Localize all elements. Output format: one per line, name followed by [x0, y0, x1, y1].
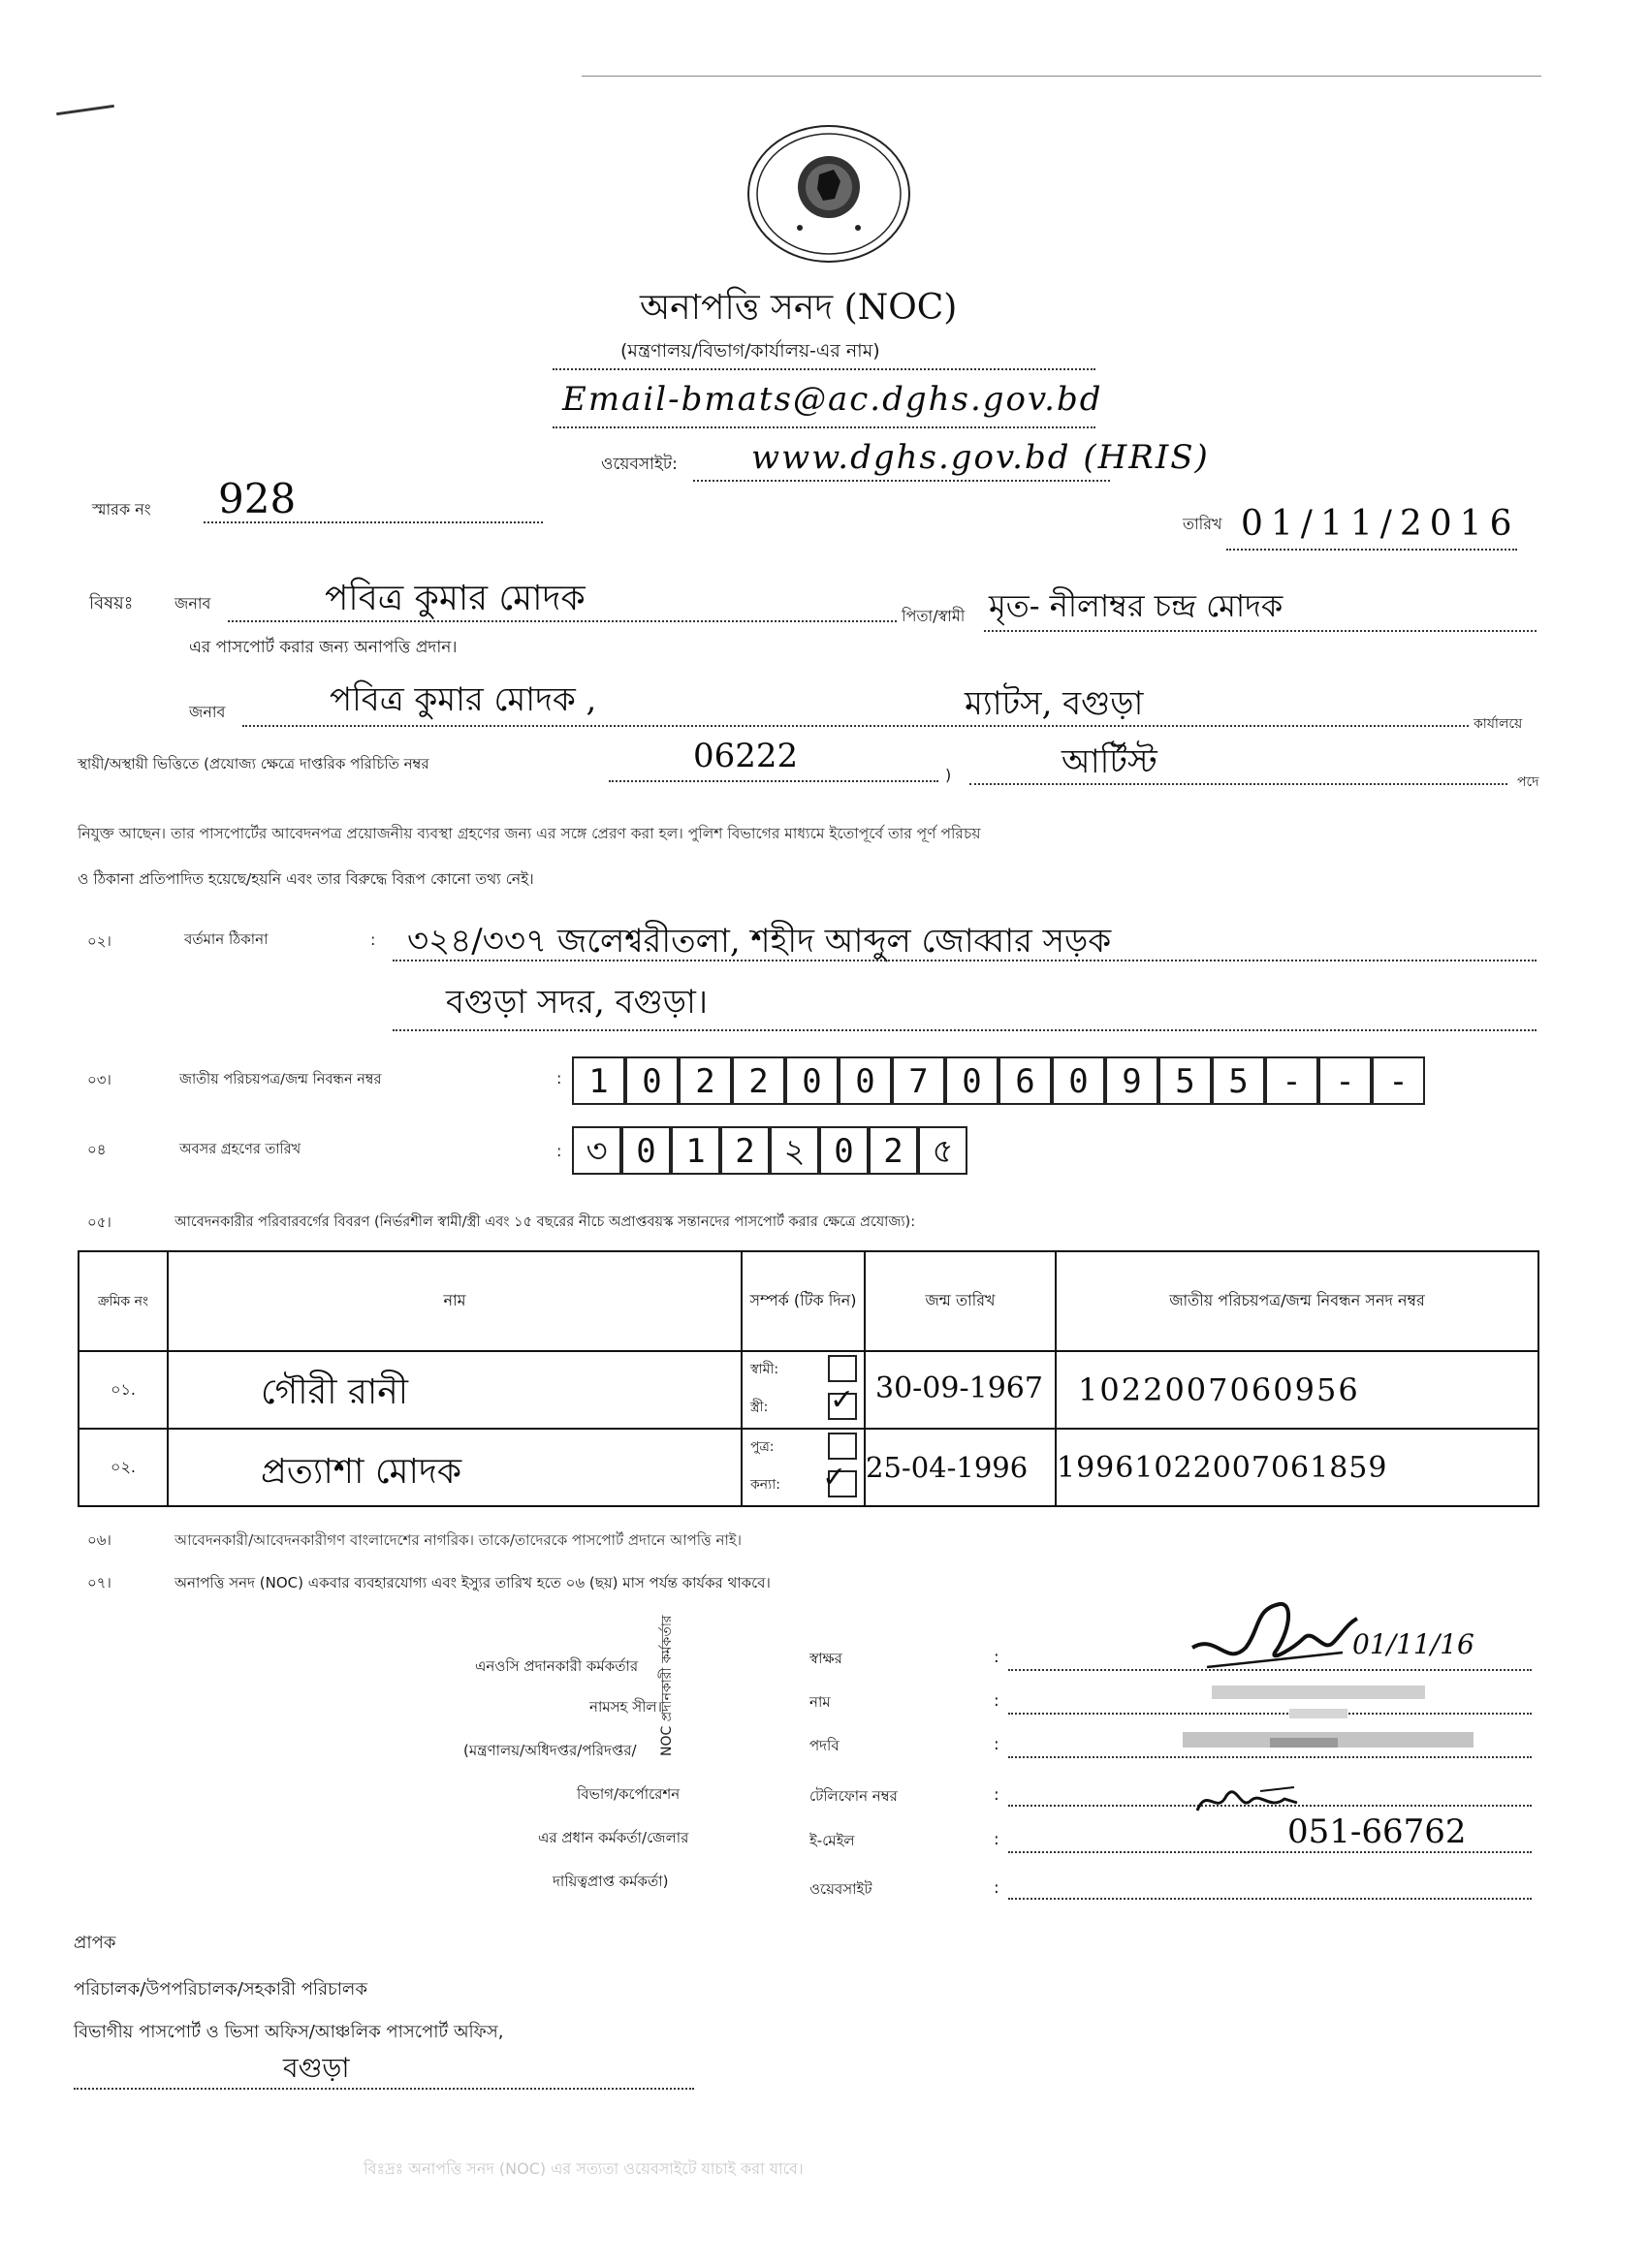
row2-tick-mark: ✓: [822, 1461, 847, 1495]
field-designation-label: পদবি: [809, 1737, 840, 1754]
item06-number: ০৬।: [87, 1531, 111, 1549]
item05-number: ০৫।: [87, 1213, 111, 1231]
row1-tick-mark: ✓: [830, 1383, 855, 1417]
row2-option1-label: পুত্র:: [750, 1439, 775, 1455]
table-row: [79, 1429, 1538, 1506]
item03-colon: :: [556, 1069, 562, 1087]
website-value: www.dghs.gov.bd (HRIS): [751, 438, 1210, 477]
header-dob: জন্ম তারিখ: [865, 1251, 1056, 1351]
item04-number: ০৪: [87, 1141, 107, 1158]
recipient-dotted-line: [74, 2088, 694, 2090]
retirement-date-digit-box: ২: [770, 1126, 819, 1175]
nid-digit-box: 0: [839, 1056, 892, 1105]
top-left-mark: [56, 105, 114, 115]
nid-digit-box: 6: [998, 1056, 1052, 1105]
email-dotted-line: [553, 426, 1095, 428]
officer-left-line-4: বিভাগ/কর্পোরেশন: [577, 1785, 681, 1803]
recipient-city: বগুড়া: [283, 2052, 350, 2084]
row1-option2-label: স্ত্রী:: [750, 1400, 769, 1415]
nid-digit-box: 0: [945, 1056, 998, 1105]
officer-left-line-3: (মন্ত্রণালয়/অধিদপ্তর/পরিদপ্তর/: [463, 1742, 637, 1759]
nid-digit-box: -: [1372, 1056, 1425, 1105]
body-paragraph-1: নিযুক্ত আছেন। তার পাসপোর্টের আবেদনপত্র প্রয়োজনীয় ব্যবস্থা গ্রহণের জন্য এর সঙ্গে প্রেরণ করা হল। পুলিশ বিভাগের মাধ্যমে ইতোপূর্বে তার পূর্ণ পরিচয়: [78, 825, 981, 842]
field-signature-label: স্বাক্ষর: [809, 1650, 842, 1667]
row1-dob: 30-09-1967: [875, 1371, 1043, 1405]
retirement-date-digit-box: ৫: [918, 1126, 967, 1175]
colon-6: :: [994, 1878, 999, 1898]
colon-1: :: [994, 1648, 999, 1667]
row2-nid: 19961022007061859: [1057, 1451, 1388, 1485]
date-label: তারিখ: [1183, 515, 1222, 533]
body-name-dotted-line: [242, 725, 1469, 727]
retirement-date-digit-box: 2: [869, 1126, 918, 1175]
colon-2: :: [994, 1691, 999, 1711]
retirement-date-digit-box: 2: [720, 1126, 770, 1175]
item04-label: অবসর গ্রহণের তারিখ: [179, 1142, 301, 1157]
subtitle-dotted-line: [553, 368, 1095, 370]
row1-nid: 1022007060956: [1078, 1371, 1360, 1408]
retirement-date-digit-box: ৩: [572, 1126, 621, 1175]
nid-digit-box: 1: [572, 1056, 625, 1105]
colon-5: :: [994, 1830, 999, 1849]
post-dotted-line: [969, 783, 1507, 785]
item02-label: বর্তমান ঠিকানা: [184, 930, 269, 948]
header-nid: জাতীয় পরিচয়পত্র/জন্ম নিবন্ধন সনদ নম্বর: [1056, 1251, 1538, 1351]
email-field-dotted-line: [1008, 1851, 1532, 1853]
header-serial: ক্রমিক নং: [79, 1251, 168, 1351]
phone-scribble: [1192, 1781, 1299, 1820]
father-label: পিতা/স্বামী: [902, 607, 966, 625]
address-line-2: বগুড়া সদর, বগুড়া।: [446, 983, 709, 1022]
subject-line2: এর পাসপোর্ট করার জন্য অনাপত্তি প্রদান।: [189, 638, 458, 657]
family-table-header-row: [79, 1251, 1538, 1351]
address-dotted-line-1: [393, 960, 1537, 961]
colon-3: :: [994, 1735, 999, 1754]
website-label: ওয়েবসাইট:: [601, 455, 678, 474]
subject-janab-label: জনাব: [174, 594, 211, 613]
nid-digit-box: 5: [1212, 1056, 1265, 1105]
address-dotted-line-2: [393, 1029, 1537, 1031]
nid-digit-box: 2: [679, 1056, 732, 1105]
item07-text: অনাপত্তি সনদ (NOC) একবার ব্যবহারযোগ্য এবং ইস্যুর তারিখ হতে ০৬ (ছয়) মাস পর্যন্ত কার্যকর থাকবে।: [174, 1574, 771, 1591]
field-email-label: ই-মেইল: [809, 1832, 855, 1849]
signature-date: 01/11/16: [1352, 1628, 1474, 1660]
nid-digit-box: -: [1318, 1056, 1372, 1105]
nid-digit-box: 9: [1105, 1056, 1158, 1105]
body-paragraph-2: ও ঠিকানা প্রতিপাদিত হয়েছে/হয়নি এবং তার বিরুদ্ধে বিরূপ কোনো তথ্য নেই।: [78, 870, 534, 888]
officer-stamp: [1154, 1682, 1522, 1769]
item04-colon: :: [556, 1142, 562, 1160]
row1-serial: ০১.: [111, 1379, 136, 1399]
memo-ref-label: স্মারক নং: [92, 500, 151, 519]
top-edge-line: [582, 76, 1541, 77]
body-office: ম্যাটস, বগুড়া: [965, 684, 1144, 723]
memo-ref-dotted-line: [204, 521, 543, 523]
row1-option1-label: স্বামী:: [750, 1362, 779, 1377]
item07-number: ০৭।: [87, 1574, 111, 1591]
row2-option1-checkbox: [828, 1433, 857, 1460]
date-dotted-line: [1226, 549, 1517, 551]
item02-colon: :: [370, 930, 376, 949]
item02-number: ০২।: [87, 932, 111, 950]
post-label: পদে: [1517, 774, 1539, 790]
nid-digit-box: 7: [892, 1056, 945, 1105]
nid-digit-box: 2: [732, 1056, 785, 1105]
office-label: কার্যালয়ে: [1474, 716, 1523, 732]
subject-name: পবিত্র কুমার মোদক: [325, 579, 586, 618]
officer-left-line-5: এর প্রধান কর্মকর্তা/জেলার: [538, 1829, 689, 1846]
item06-text: আবেদনকারী/আবেদনকারীগণ বাংলাদেশের নাগরিক। তাকে/তাদেরকে পাসপোর্ট প্রদানে আপত্তি নাই।: [174, 1531, 743, 1549]
body-janab-label: জনাব: [189, 703, 226, 721]
row2-dob: 25-04-1996: [866, 1451, 1029, 1484]
email-value: Email-bmats@ac.dghs.gov.bd: [562, 380, 1103, 419]
retirement-date-digit-box: 1: [671, 1126, 720, 1175]
document-title: অনাপত্তি সনদ (NOC): [640, 288, 958, 328]
father-name: মৃত- নীলাম্বর চন্দ্র মোদক: [989, 587, 1284, 624]
row2-name: প্রত্যাশা মোদক: [261, 1452, 462, 1492]
subject-name-dotted-line: [228, 620, 897, 622]
recipient-line-1: পরিচালক/উপপরিচালক/সহকারী পরিচালক: [74, 1979, 367, 2000]
post-value: আর্টিস্ট: [1062, 742, 1157, 781]
noc-document: অনাপত্তি সনদ (NOC) (মন্ত্রণালয়/বিভাগ/কার্যালয়-এর নাম) Email-bmats@ac.dghs.gov.bd ওয়েবসাইট: www.dghs.gov.bd (HRIS) স্মারক নং 928 তারিখ 01/11/2016 বিষয়ঃ জনাব পবিত্র কুমার মোদক পিতা/স্বামী মৃত- নীলাম্বর চন্দ্র মোদক এর পাসপোর্ট করার জন্য অনাপত্তি প্রদান। জনাব পবিত্র কুমার মোদক , ম্যাটস, বগুড়া কার্যালয়ে স্থায়ী/অস্থায়ী ভিত্তিতে (প্রযোজ্য ক্ষেত্রে দাপ্তরিক পরিচিতি নম্বর 06222 ) আর্টিস্ট পদে নিযুক্ত আছেন। তার পাসপোর্টের আবেদনপত্র প্রয়োজনীয় ব্যবস্থা গ্রহণের জন্য এর সঙ্গে প্রেরণ করা হল। পুলিশ বিভাগের মাধ্যমে ইতোপূর্বে তার পূর্ণ পরিচয় ও ঠিকানা প্রতিপাদিত হয়েছে/হয়নি এবং তার বিরুদ্ধে বিরূপ কোনো তথ্য নেই। ০২। বর্তমান ঠিকানা : ৩২৪/৩৩৭ জলেশ্বরীতলা, শহীদ আব্দুল জোব্বার সড়ক বগুড়া সদর, বগুড়া। ০৩। জাতীয় পরিচয়পত্র/জন্ম নিবন্ধন নম্বর : 1 0 2 2 0 0 7 0 6 0 9 5 5 - - - ০৪ অবসর গ্রহণের তারিখ : ৩ 0 1 2 ২ 0 2 ৫ ০৫। আবেদনকারীর পরিবারবর্গের বিবরণ (নির্ভরশীল স্বামী/স্ত্রী এবং ১৫ বছরের নীচে অপ্রাপ্তবয়স্ক সন্তানদের পাসপোর্ট করার ক্ষেত্রে প্রযোজ্য): ক্রমিক নং নাম সম্পর্ক (টিক দিন) জন্ম তারিখ জাতীয় পরিচয়পত্র/জন্ম নিবন্ধন সনদ নম্বর ০১. গৌরী রানী স্বামী: স্ত্রী: ✓ 30-09-1967 1022007060956 ০২. প্রত্যাশা মোদক পুত্র: কন্যা: ✓ 25-04-1996 19961022007061859 ০৬। আবেদনকারী/আবেদনকারীগণ বাংলাদেশের নাগরিক। তাকে/তাদেরকে পাসপোর্ট প্রদানে আপত্তি নাই। ০৭। অনাপত্তি সনদ (NOC) একবার ব্যবহারযোগ্য এবং ইস্যুর তারিখ হতে ০৬ (ছয়) মাস পর্যন্ত কার্যকর থাকবে। এনওসি প্রদানকারী কর্মকর্তার নামসহ সীল। (মন্ত্রণালয়/অধিদপ্তর/পরিদপ্তর/ বিভাগ/কর্পোরেশন এর প্রধান কর্মকর্তা/জেলার দায়িত্বপ্রাপ্ত কর্মকর্তা) NOC প্রদানকারী কর্মকর্তার স্বাক্ষর নাম পদবি টেলিফোন নম্বর ই-মেইল ওয়েবসাইট : : : : : : 01/11/16 051-66762 প্রাপক পরিচালক/উপপরিচালক/সহকারী পরিচালক বিভাগীয় পাসপোর্ট ও ভিসা অফিস/আঞ্চলিক পাসপোর্ট অফিস, বগুড়া বিঃদ্রঃ অনাপত্তি সনদ (NOC) এর সত্যতা ওয়েবসাইটে যাচাই করা যাবে।: [0, 0, 1648, 2268]
website-field-dotted-line: [1008, 1898, 1532, 1900]
officer-left-line-2: নামসহ সীল।: [589, 1698, 662, 1716]
nid-digit-box: 0: [625, 1056, 679, 1105]
item03-number: ০৩।: [87, 1071, 111, 1088]
nid-digit-box: 0: [785, 1056, 839, 1105]
field-website-label: ওয়েবসাইট: [809, 1880, 872, 1898]
row1-name: গৌরী রানী: [261, 1372, 409, 1412]
memo-ref-value: 928: [218, 475, 297, 522]
field-phone-label: টেলিফোন নম্বর: [809, 1787, 898, 1805]
subject-label: বিষয়ঃ: [89, 593, 134, 614]
item05-label: আবেদনকারীর পরিবারবর্গের বিবরণ (নির্ভরশীল স্বামী/স্ত্রী এবং ১৫ বছরের নীচে অপ্রাপ্তবয়স্ক সন্তানদের পাসপোর্ট করার ক্ষেত্রে প্রযোজ্য):: [174, 1214, 916, 1230]
header-name: নাম: [168, 1251, 742, 1351]
date-value: 01/11/2016: [1241, 504, 1520, 544]
recipient-line-2: বিভাগীয় পাসপোর্ট ও ভিসা অফিস/আঞ্চলিক পাসপোর্ট অফিস,: [74, 2022, 504, 2042]
nid-digit-box: -: [1265, 1056, 1318, 1105]
retirement-date-digit-box: 0: [621, 1126, 671, 1175]
table-row: [79, 1351, 1538, 1429]
id-label: স্থায়ী/অস্থায়ী ভিত্তিতে (প্রযোজ্য ক্ষেত্রে দাপ্তরিক পরিচিতি নম্বর: [78, 755, 429, 772]
officer-left-line-1: এনওসি প্রদানকারী কর্মকর্তার: [475, 1657, 639, 1675]
address-line-1: ৩২৪/৩৩৭ জলেশ্বরীতলা, শহীদ আব্দুল জোব্বার সড়ক: [407, 922, 1112, 961]
colon-4: :: [994, 1785, 999, 1805]
id-value: 06222: [693, 737, 799, 775]
row2-option2-label: কন্যা:: [750, 1477, 780, 1493]
father-dotted-line: [984, 630, 1537, 632]
id-dotted-line: [609, 780, 938, 782]
row1-option1-checkbox: [828, 1355, 857, 1382]
officer-left-line-6: দায়িত্বপ্রাপ্ত কর্মকর্তা): [553, 1873, 669, 1890]
item03-label: জাতীয় পরিচয়পত্র/জন্ম নিবন্ধন নম্বর: [179, 1072, 382, 1087]
family-table: [78, 1250, 1539, 1507]
row2-serial: ০২.: [111, 1457, 136, 1476]
document-subtitle: (মন্ত্রণালয়/বিভাগ/কার্যালয়-এর নাম): [620, 340, 880, 362]
nid-digit-box: 5: [1158, 1056, 1212, 1105]
retirement-date-digit-box: 0: [819, 1126, 869, 1175]
id-close-paren: ): [945, 766, 952, 784]
nid-digit-box: 0: [1052, 1056, 1105, 1105]
body-name: পবিত্র কুমার মোদক ,: [330, 680, 597, 719]
phone-value: 051-66762: [1287, 1812, 1467, 1851]
government-seal: [742, 121, 916, 267]
website-dotted-line: [693, 480, 1110, 482]
header-relation: সম্পর্ক (টিক দিন): [742, 1251, 865, 1351]
field-name-label: নাম: [809, 1693, 831, 1711]
recipient-label: প্রাপক: [74, 1933, 116, 1953]
footer-note: বিঃদ্রঃ অনাপত্তি সনদ (NOC) এর সত্যতা ওয়েবসাইটে যাচাই করা যাবে।: [364, 2159, 804, 2178]
